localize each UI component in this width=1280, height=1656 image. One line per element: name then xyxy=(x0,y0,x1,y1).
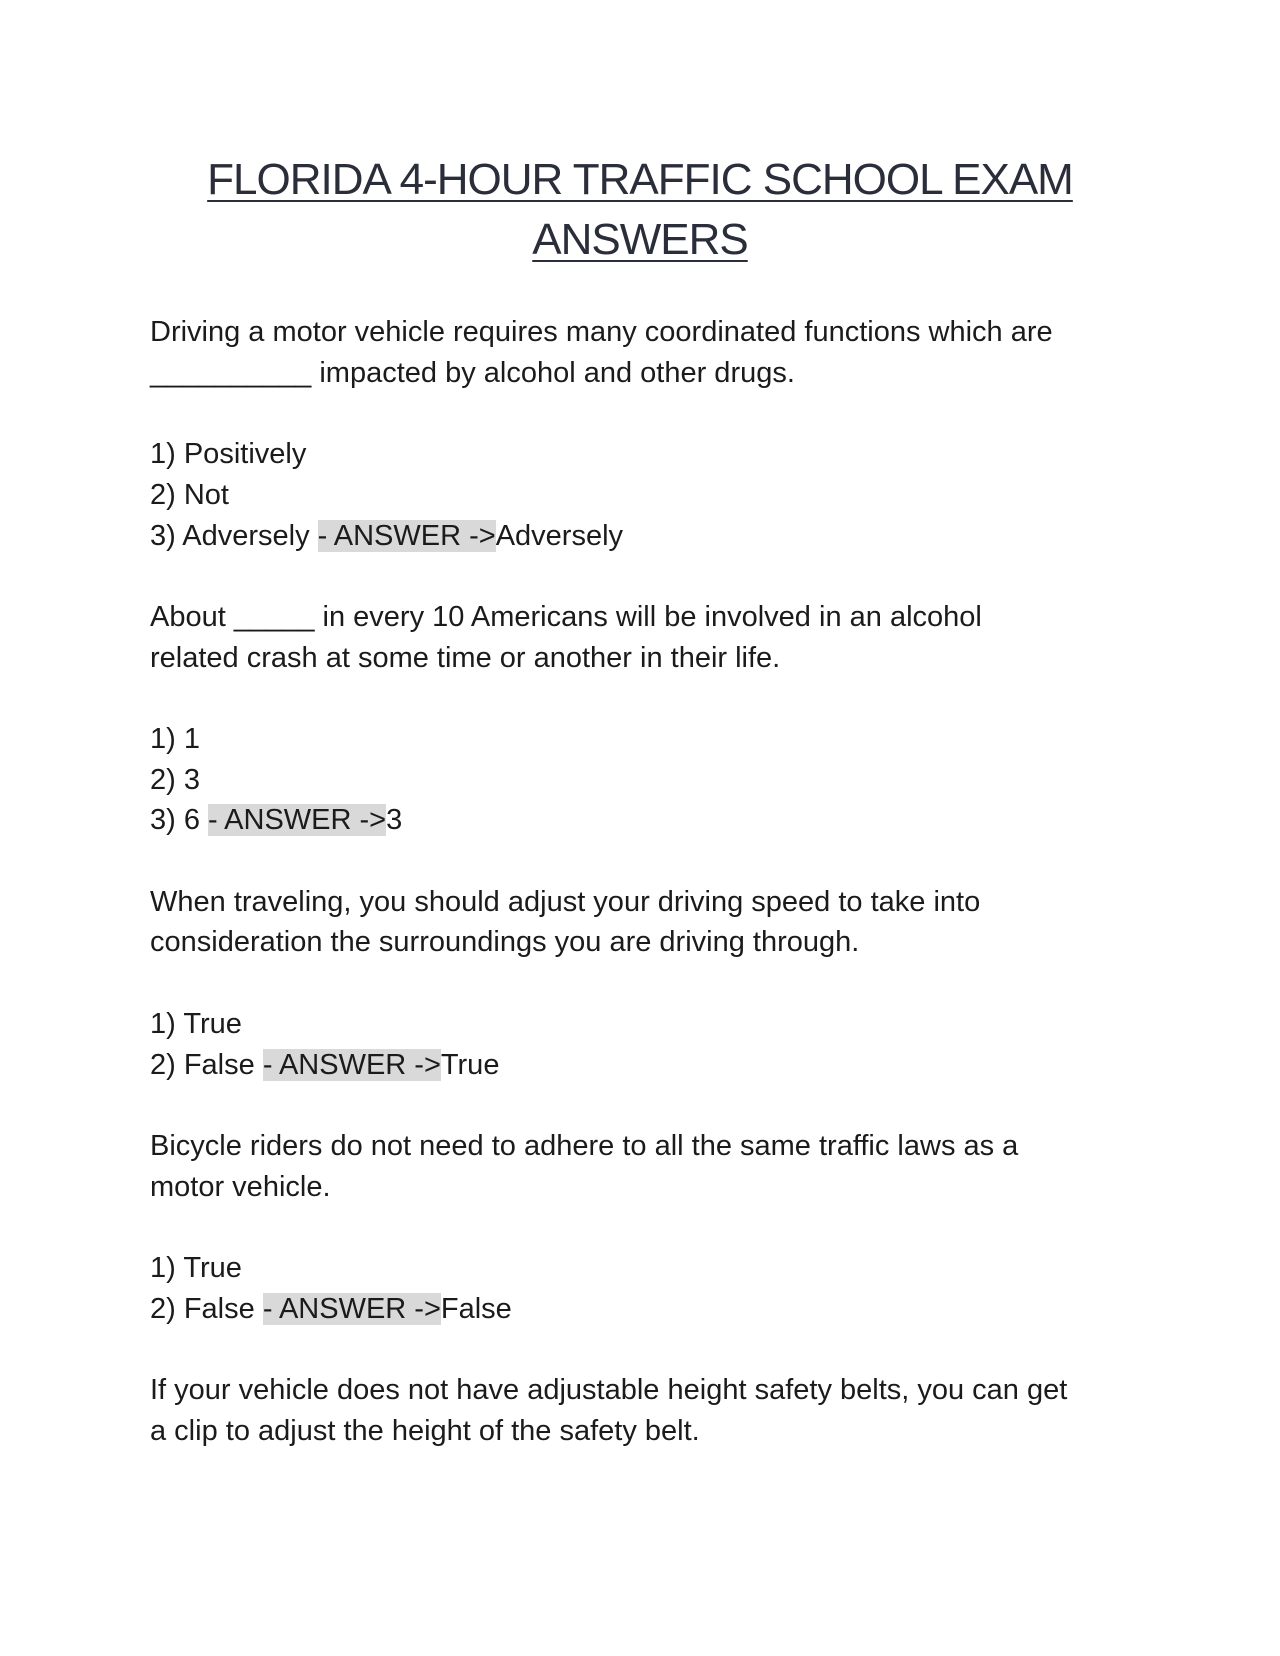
question-block xyxy=(150,312,1140,597)
page-title xyxy=(150,150,1130,270)
question-text xyxy=(150,1370,1140,1451)
answer-value: False xyxy=(440,1292,512,1325)
option-item: 1) 1 xyxy=(150,722,200,755)
question-text-line: Driving a motor vehicle requires many coordinated functions which are xyxy=(150,316,1053,348)
option-item: 2) False - ANSWER ->False xyxy=(150,1292,512,1325)
option-item: 1) True xyxy=(150,1007,242,1040)
answer-options xyxy=(150,1248,1140,1329)
answer-marker: - ANSWER -> xyxy=(317,519,496,552)
answer-marker: - ANSWER -> xyxy=(262,1292,441,1325)
answer-marker: - ANSWER -> xyxy=(262,1048,441,1081)
answer-value: Adversely xyxy=(495,519,624,552)
question-text-line: If your vehicle does not have adjustable height safety belts, you can get xyxy=(150,1374,1068,1407)
question-text-line: When traveling, you should adjust your driving speed to take into xyxy=(150,885,981,918)
question-text-line: Bicycle riders do not need to adhere to all the same traffic laws as a xyxy=(150,1129,1019,1162)
title-line-2: ANSWERS xyxy=(532,215,748,264)
document-body xyxy=(150,312,1140,1452)
answer-options xyxy=(150,719,1140,841)
option-item: 1) Positively xyxy=(150,438,307,471)
question-text-line: motor vehicle. xyxy=(150,1170,331,1203)
question-block xyxy=(150,1126,1140,1370)
question-text xyxy=(150,312,1140,393)
question-text-line: related crash at some time or another in their life. xyxy=(150,641,781,674)
title-line-1: FLORIDA 4-HOUR TRAFFIC SCHOOL EXAM xyxy=(207,155,1073,204)
option-item: 2) False - ANSWER ->True xyxy=(150,1048,500,1081)
option-item: 1) True xyxy=(150,1252,242,1285)
question-block xyxy=(150,882,1140,1126)
answer-value: True xyxy=(440,1048,500,1081)
question-block xyxy=(150,597,1140,882)
question-text xyxy=(150,1126,1140,1207)
answer-options xyxy=(150,1004,1140,1085)
option-item: 2) 3 xyxy=(150,763,200,796)
question-text xyxy=(150,597,1140,678)
question-text-line: About _____ in every 10 Americans will be involved in an alcohol xyxy=(150,600,982,633)
option-item: 3) 6 - ANSWER ->3 xyxy=(150,804,403,837)
answer-marker: - ANSWER -> xyxy=(208,804,387,837)
answer-options xyxy=(150,434,1140,556)
option-item: 3) Adversely - ANSWER ->Adversely xyxy=(150,519,624,552)
question-text-line: consideration the surroundings you are driving through. xyxy=(150,926,860,959)
answer-value: 3 xyxy=(386,804,403,837)
question-text xyxy=(150,882,1140,963)
option-item: 2) Not xyxy=(150,478,229,511)
question-block xyxy=(150,1370,1140,1451)
question-text-line: a clip to adjust the height of the safety belt. xyxy=(150,1414,700,1447)
question-text-line: __________ impacted by alcohol and other drugs. xyxy=(150,356,795,389)
